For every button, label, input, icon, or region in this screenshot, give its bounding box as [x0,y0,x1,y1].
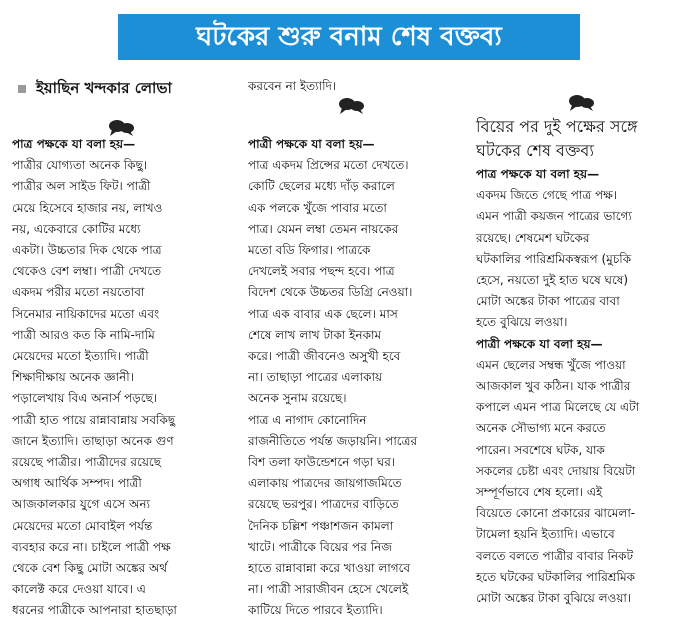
text-line: মেয়ে হিসেবে হাজার নয়, লাখও [12,200,163,215]
text-line: মতো বডি ফিগার। পাত্রকে [248,243,371,258]
byline-author: ইয়াছিন খন্দকার লোভা [36,79,172,97]
text-line: কাটিয়ে দিতে পারবে ইত্যাদি। [248,603,383,618]
text-line: বিশ তলা ফাউন্ডেশনে গড়া ঘর। [248,455,396,470]
text-line: পড়ালেখায় বিএ অনার্স পড়ছে। [12,391,158,406]
text-line: এলাকায় পাত্রদের জায়গাজমিতে [248,476,402,491]
col3-body-1 [476,185,682,333]
col2-heading: পাত্রী পক্ষকে যা বলা হয়— [248,137,375,151]
headline-banner [118,14,580,60]
column-1 [12,134,230,622]
speech-bubbles-icon [566,93,596,113]
text-line: কপালে এমন পাত্র মিলেছে যে এটা [476,400,640,415]
text-line: বিয়ের পর দুই পক্ষের সঙ্গে [476,117,638,136]
text-line: রয়েছে ভরপুর। পাত্রদের বাড়িতে [248,497,399,512]
text-line: একদম পরীর মতো নয়তোবা [12,285,145,300]
col3-heading-1: পাত্র পক্ষকে যা বলা হয়— [476,167,600,181]
text-line: রয়েছে পাত্রীর। পাত্রীদের রয়েছে [12,455,161,470]
text-line: বিদেশ থেকে উচ্চতর ডিগ্রি নেওয়া। [248,285,413,300]
text-line: এক পলকে খুঁজে পাবার মতো [248,200,387,215]
text-line: পাত্র এ নাগাদ কোনোদিন [248,412,367,427]
col1-heading: পাত্র পক্ষকে যা বলা হয়— [12,137,136,151]
col3-body-2 [476,355,682,609]
text-line: মোটা অঙ্কের টাকা পাত্রের বাবা [476,294,620,309]
text-line: পারেন। সবশেষে ঘটক, যাক [476,442,605,457]
text-line: পাত্র একদম প্রিন্সের মতো দেখতে। [248,158,409,173]
text-line: রয়েছে। শেষমেশ ঘটকের [476,230,590,245]
text-line: অনেক সৌভাগ্য মনে করতে [476,421,606,436]
text-line: কালেক্ট করে দেওয়া যাবে। এ [12,582,146,597]
text-line: পাত্রী আরও কত কি নামি-দামি [12,327,155,342]
text-line: মেয়েদের মতো ইত্যাদি। পাত্রী [12,349,149,364]
speech-bubbles-icon [336,96,366,116]
col1-body [12,155,230,621]
text-line: ঘটকের শেষ বক্তব্য [476,141,594,160]
text-line: বিয়েতে কোনো প্রকারের ঝামেলা- [476,506,636,521]
text-line: ঘটকালির পারিশ্রমিকস্বরূপ (মুচকি [476,251,632,266]
text-line: পাত্র এক বাবার এক ছেলে। মাস [248,306,398,321]
text-line: খাটে। পাত্রীকে বিয়ের পর নিজ [248,539,393,554]
text-line: নয়, একেবারে কোটির মধ্যে [12,221,141,236]
text-line: কোটি ছেলের মধ্যে দাঁড় করালে [248,179,395,194]
text-line: পাত্রী হাত পায়ে রান্নাবান্নায় সবকিছু [12,412,176,427]
text-line: সম্পূর্ণভাবে শেষ হলো। এই [476,485,603,500]
text-line: না। পাত্রী সারাজীবন হেসে খেলেই [248,582,409,597]
col3-heading-2: পাত্রী পক্ষকে যা বলা হয়— [476,336,603,351]
text-line: দেখলেই সবার পছন্দ হবে। পাত্র [248,264,395,279]
byline [18,76,240,100]
col3-title [476,116,682,162]
text-line: রাজনীতিতে পর্যন্ত জড়ায়নি। পাত্রের [248,433,418,448]
text-line: শিক্ষাদীক্ষায় অনেক জ্ঞানী। [12,370,134,385]
column-3 [476,116,682,609]
text-line: অনেক সুনাম রয়েছে। [248,391,347,406]
text-line: হাতে রান্নাবান্না করে খাওয়া লাগবে [248,561,411,576]
text-line: থেকে বেশ কিছু মোটা অঙ্কের অর্থ [12,561,168,576]
byline-square-icon [18,85,26,93]
text-line: একটা। উচ্চতার দিক থেকে পাত্র [12,243,162,258]
text-line: করে। পাত্রী জীবনেও অসুখী হবে [248,349,401,364]
text-line: শেষে লাখ লাখ টাকা ইনকাম [248,327,382,342]
text-line: ধরনের পাত্রীকে আপনারা হাতছাড়া [12,603,177,618]
text-line: পাত্রীর যোগ্যতা অনেক কিছু। [12,158,148,173]
text-line: সিনেমার নায়িকাদের মতো এবং [12,306,160,321]
text-line: পাত্র। যেমন লম্বা তেমন নায়কের [248,221,399,236]
text-line: দৈনিক চল্লিশ পঞ্চাশজন কামলা [248,518,394,533]
text-line: বলতে বলতে পাত্রীর বাবার নিকট [476,548,634,563]
text-line: অগাধ আর্থিক সম্পদ। পাত্রী [12,476,142,491]
text-line: টামেলা হয়নি ইত্যাদি। এভাবে [476,527,615,542]
col2-body [248,155,462,621]
text-line: ব্যবহার করে না। চাইলে পাত্রী পক্ষ [12,539,171,554]
text-line: মেয়েদের মতো মোবাইল পর্যন্ত [12,518,153,533]
text-line: মোটা অঙ্কের টাকা বুঝিয়ে লওয়া। [476,591,632,606]
text-line: না। তাছাড়া পাত্রের এলাকায় [248,370,383,385]
text-line: একদম জিতে গেছে পাত্র পক্ষ। [476,188,618,203]
text-line: জানে ইত্যাদি। তাছাড়া অনেক গুণ [12,433,174,448]
text-line: পাত্রীর অল সাইড ফিট। পাত্রী [12,179,151,194]
text-line: থেকেও বেশ লম্বা। পাত্রী দেখতে [12,264,162,279]
col2-continuation: করবেন না ইত্যাদি। [248,79,337,93]
headline: ঘটকের শুরু বনাম শেষ বক্তব্য [196,22,502,52]
text-line: হেসে, নয়তো দুই হাত ঘষে ঘষে) [476,273,629,288]
text-line: এমন ছেলের সম্বন্ধ খুঁজে পাওয়া [476,357,626,372]
text-line: হতে ঘটকের ঘটকালির পারিশ্রমিক [476,569,636,584]
column-2 [248,79,462,622]
text-line: আজকাল খুব কঠিন। যাক পাত্রীর [476,379,631,394]
text-line: সকলের চেষ্টা এবং দোয়ায় বিয়েটা [476,463,636,478]
text-line: এমন পাত্রী কয়জন পাত্রের ভাগ্যে [476,209,632,224]
text-line: হতে বুঝিয়ে লওয়া। [476,315,568,330]
text-line: আজকালকার যুগে এসে অন্য [12,497,150,512]
